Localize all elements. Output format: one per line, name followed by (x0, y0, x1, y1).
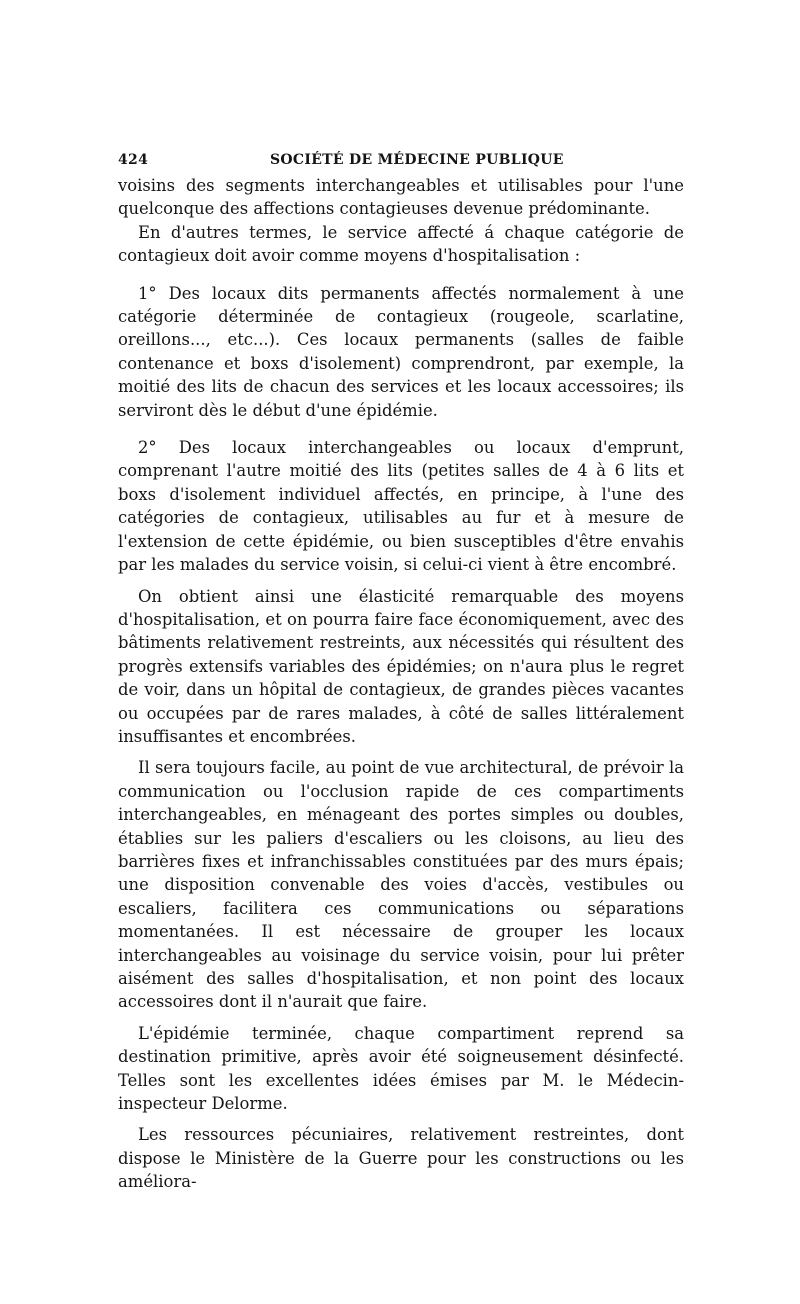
running-title: SOCIÉTÉ DE MÉDECINE PUBLIQUE (270, 152, 564, 168)
paragraph-resources: Les ressources pécuniaires, relativement restreintes, dont dispose le Ministère de la Guerre pour les constructions ou les améliora- (118, 1125, 684, 1192)
page-number: 424 (118, 152, 149, 168)
paragraph-continuation: voisins des segments interchangeables et utilisables pour l'une quelconque des affections contagieuses devenue prédominante. (118, 176, 684, 219)
body-text (118, 174, 684, 1194)
paragraph-elasticity: On obtient ainsi une élasticité remarquable des moyens d'hospitalisation, et on pourra faire face économiquement, avec des bâtiments relativement restreints, aux nécessités qui résultent des progrès extensifs variables des épidémies; on n'aura plus le regret de voir, dans un hôpital de contagieux, de grandes pièces vacantes ou occupées par de rares malades, à côté de salles littéralement insuffisantes et encombrées. (118, 586, 684, 746)
list-item-permanent-locals: 1° Des locaux dits permanents affectés normalement à une catégorie déterminée de contagieux (rougeole, scarlatine, oreillons..., etc...). Ces locaux permanents (salles de faible contenance et boxs d'isolement) comprendront, par exemple, la moitié des lits de chacun des services et les locaux accessoires; ils serviront dès le début d'une épidémie. (118, 283, 684, 420)
paragraph-architecture: Il sera toujours facile, au point de vue architectural, de prévoir la communication ou l'occlusion rapide de ces compartiments interchangeables, en ménageant des portes simples ou doubles, établies sur les paliers d'escaliers ou les cloisons, au lieu des barrières fixes et infranchissables constituées par des murs épais; une disposition convenable des voies d'accès, vestibules ou escaliers, facilitera ces communications ou séparations momentanées. Il est nécessaire de grouper les locaux interchangeables au voisinage du service voisin, pour lui prêter aisément des salles d'hospitalisation, et non point des locaux accessoires dont il n'aurait que faire. (118, 758, 684, 1012)
paragraph-epidemic-end: L'épidémie terminée, chaque compartiment reprend sa destination primitive, après avoir été soigneusement désinfecté. Telles sont les excellentes idées émises par M. le Médecin-inspecteur Delorme. (118, 1023, 684, 1114)
paragraph-intro-list: En d'autres termes, le service affecté á chaque catégorie de contagieux doit avoir comme moyens d'hospitalisation : (118, 222, 684, 266)
list-item-interchangeable-locals: 2° Des locaux interchangeables ou locaux d'emprunt, comprenant l'autre moitié des lits (petites salles de 4 à 6 lits et boxs d'isolement individuel affectés, en principe, à l'une des catégories de contagieux, utilisables au fur et à mesure de l'extension de cette épidémie, ou bien susceptibles d'être envahis par les malades du service voisin, si celui-ci vient à être encombré. (118, 438, 684, 575)
running-head (118, 148, 684, 174)
book-page (118, 148, 684, 1194)
